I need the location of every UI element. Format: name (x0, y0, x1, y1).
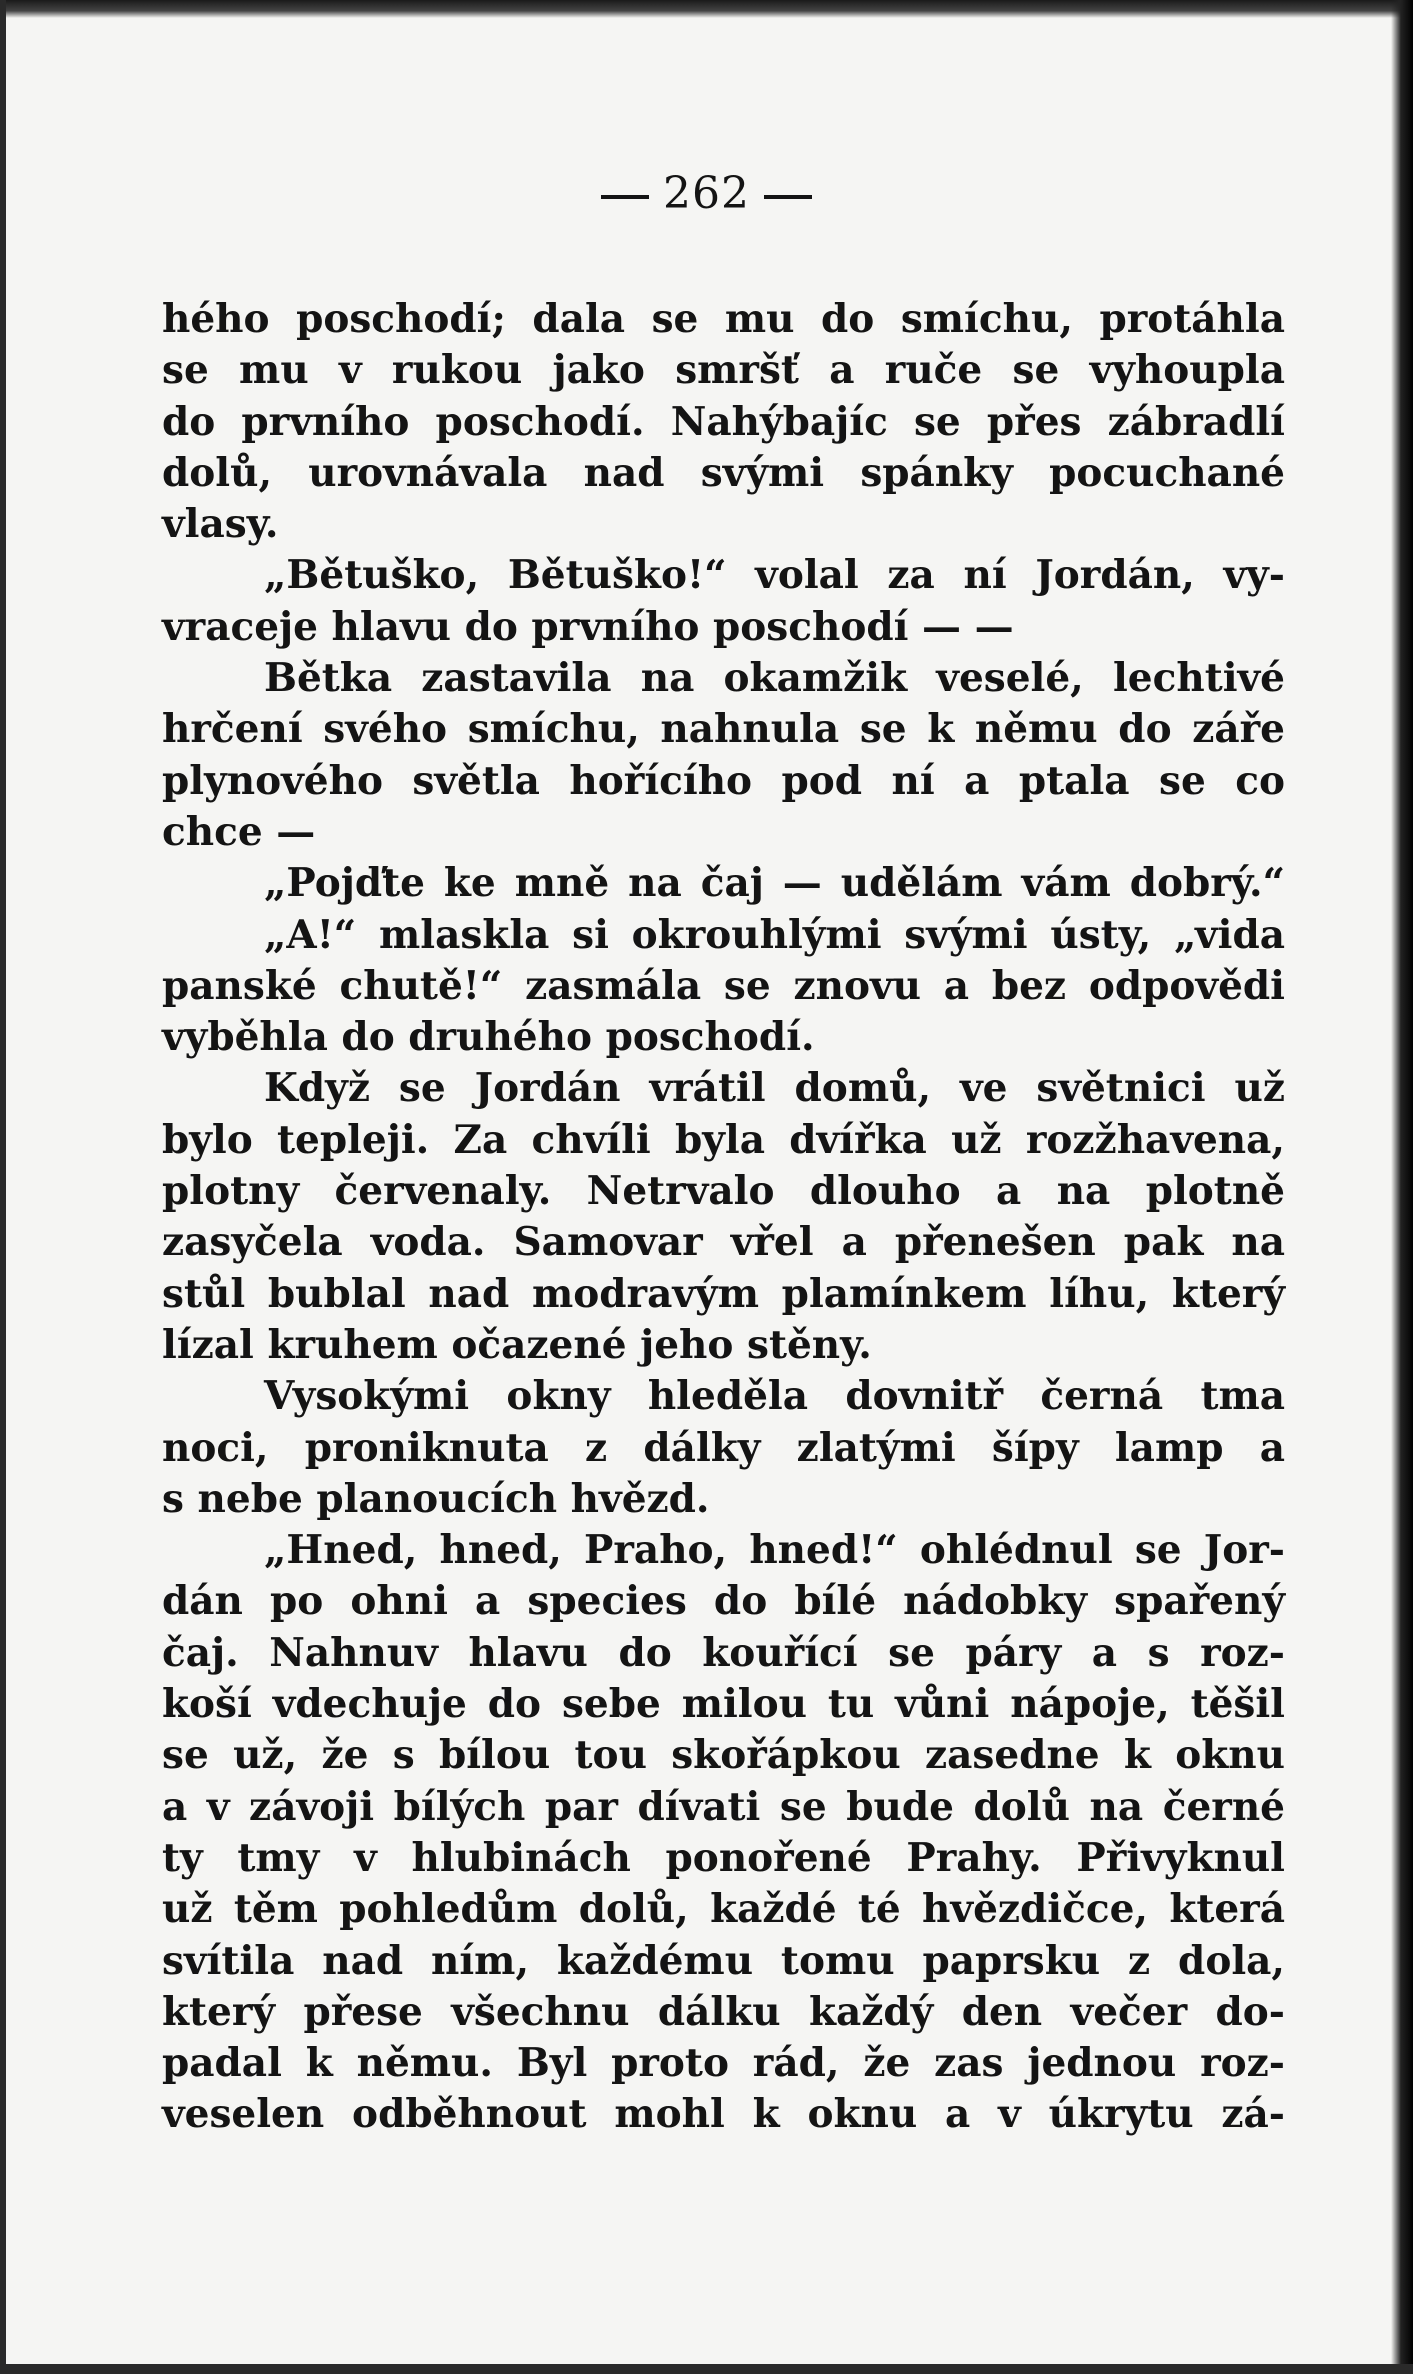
scan-edge-bottom (0, 2364, 1413, 2374)
text-line: vlasy. (162, 501, 279, 548)
text-line: který přese všechnu dálku každý den večer do- (162, 1988, 1285, 2035)
scan-edge-top (0, 0, 1413, 18)
text-line: „Pojďte ke mně na čaj — udělám vám dobrý.“ (264, 860, 1285, 907)
body-text (162, 294, 1285, 2141)
text-line: Bětka zastavila na okamžik veselé, lechtivé (264, 655, 1285, 702)
text-line: stůl bublal nad modravým plamínkem líhu, který (162, 1270, 1285, 1317)
scan-edge-right (1391, 0, 1413, 2374)
page-number (0, 168, 1413, 219)
text-line: noci, proniknuta z dálky zlatými šípy lamp a (162, 1424, 1285, 1471)
text-line: ty tmy v hlubinách ponořené Prahy. Přivyknul (162, 1834, 1285, 1881)
text-line: se mu v rukou jako smršť a ruče se vyhoupla (162, 347, 1285, 394)
text-line: s nebe planoucích hvězd. (162, 1475, 710, 1522)
text-line: dán po ohni a species do bílé nádobky spařený (162, 1578, 1285, 1625)
text-line: koší vdechuje do sebe milou tu vůni nápoje, těšil (162, 1681, 1285, 1728)
text-line: padal k němu. Byl proto rád, že zas jednou roz- (162, 2040, 1285, 2087)
page-number-value: 262 (663, 168, 750, 219)
text-line: zasyčela voda. Samovar vřel a přenešen pak na (162, 1219, 1285, 1266)
text-line: se už, že s bílou tou skořápkou zasedne k oknu (162, 1732, 1285, 1779)
text-line: už těm pohledům dolů, každé té hvězdičce, která (162, 1886, 1285, 1933)
text-line: hého poschodí; dala se mu do smíchu, protáhla (162, 296, 1285, 342)
text-line: bylo tepleji. Za chvíli byla dvířka už rozžhavena, (162, 1116, 1285, 1163)
page-number-dash-right (764, 195, 812, 199)
text-line: chce — (162, 808, 316, 855)
text-line: svítila nad ním, každému tomu paprsku z dola, (162, 1937, 1285, 1984)
text-line: dolů, urovnávala nad svými spánky pocuchané (162, 449, 1285, 496)
text-line: lízal kruhem očazené jeho stěny. (162, 1321, 872, 1368)
text-line: Když se Jordán vrátil domů, ve světnici už (264, 1065, 1285, 1112)
page-number-dash-left (601, 195, 649, 199)
text-line: čaj. Nahnuv hlavu do kouřící se páry a s roz- (162, 1629, 1285, 1676)
text-line: Vysokými okny hleděla dovnitř černá tma (264, 1373, 1285, 1420)
text-line: plynového světla hořícího pod ní a ptala se co (162, 757, 1285, 804)
text-line: vraceje hlavu do prvního poschodí — — (162, 603, 1014, 650)
text-line: „Bětuško, Bětuško!“ volal za ní Jordán, vy- (264, 552, 1285, 599)
text-line: vyběhla do druhého poschodí. (162, 1014, 815, 1061)
text-line: plotny červenaly. Netrvalo dlouho a na plotně (162, 1168, 1285, 1215)
text-line: veselen odběhnout mohl k oknu a v úkrytu zá- (162, 2091, 1285, 2138)
text-line: „A!“ mlaskla si okrouhlými svými ústy, „vida (264, 911, 1285, 958)
text-line: „Hned, hned, Praho, hned!“ ohlédnul se Jor- (264, 1527, 1285, 1574)
text-line: do prvního poschodí. Nahýbajíc se přes zábradlí (162, 398, 1285, 445)
text-line: a v závoji bílých par dívati se bude dolů na černé (162, 1783, 1285, 1830)
scan-edge-left (0, 0, 6, 2374)
text-line: hrčení svého smíchu, nahnula se k němu do záře (162, 706, 1285, 753)
text-line: panské chutě!“ zasmála se znovu a bez odpovědi (162, 962, 1285, 1009)
